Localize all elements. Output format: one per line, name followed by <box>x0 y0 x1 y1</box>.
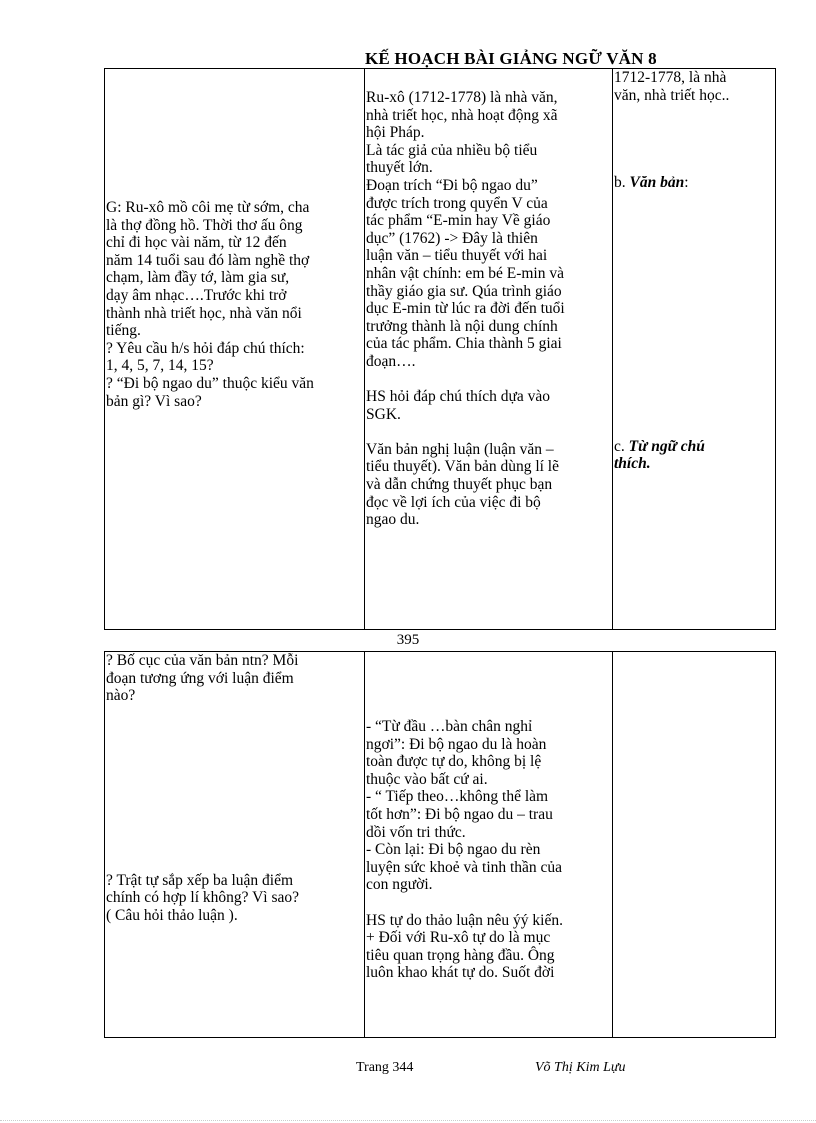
text-line: chỉ đi học vài năm, từ 12 đến <box>106 234 287 252</box>
text-type-answer <box>366 441 611 529</box>
text-line: tốt hơn”: Đi bộ ngao du – trau <box>366 805 553 823</box>
text-line: đoạn tương ứng với luận điểm <box>106 669 294 687</box>
text-line: tiếng. <box>106 322 141 340</box>
text-line: Đoạn trích “Đi bộ ngao du” <box>366 176 538 194</box>
student-activity-cell <box>365 69 613 630</box>
text-line: chạm, làm đầy tớ, làm gia sư, <box>106 269 290 287</box>
lesson-table-top <box>104 68 776 630</box>
text-line: toàn được tự do, không bị lệ <box>366 753 542 771</box>
text-line: là thợ đồng hồ. Thời thơ ấu ông <box>106 216 303 234</box>
text-line: thầy giáo gia sư. Qúa trình giáo <box>366 282 562 300</box>
text-line: Ru-xô (1712-1778) là nhà văn, <box>366 89 558 106</box>
text-line: ? Trật tự sắp xếp ba luận điểm <box>106 871 294 889</box>
teacher-activity-cell <box>105 652 365 1038</box>
discussion-answer <box>366 912 611 982</box>
text-line: luyện sức khoẻ và tinh thần của <box>366 858 563 876</box>
text-line: ? Bố cục của văn bản ntn? Mỗi <box>106 652 299 669</box>
table-row <box>105 69 776 630</box>
text-line: của tác phẩm. Chia thành 5 giai <box>366 335 562 353</box>
page-divider <box>0 1120 816 1121</box>
text-line: được trích trong quyển V của <box>366 194 548 212</box>
lesson-table-bottom <box>104 651 776 1038</box>
text-line: luôn khao khát tự do. Suốt đời <box>366 964 555 982</box>
notes-answer-text <box>366 388 611 423</box>
text-line: ngao du. <box>366 511 420 529</box>
text-line: trưởng thành là nội dung chính <box>366 317 558 335</box>
document-title: KẾ HOẠCH BÀI GIẢNG NGỮ VĂN 8 <box>365 49 657 68</box>
text-line: thuyết lớn. <box>366 159 433 177</box>
text-line: - “ Tiếp theo…không thể làm <box>366 788 549 806</box>
structure-question <box>106 652 363 705</box>
author-work-text <box>366 89 611 371</box>
text-line: HS tự do thảo luận nêu ýý kiến. <box>366 911 563 929</box>
student-activity-cell <box>365 652 613 1038</box>
text-line: nhân vật chính: em bé E-min và <box>366 264 564 282</box>
section-b-label: Văn bản <box>629 174 685 192</box>
text-line: HS hỏi đáp chú thích dựa vào <box>366 388 551 406</box>
text-line: 1, 4, 5, 7, 14, 15? <box>106 357 214 375</box>
text-line: ( Câu hỏi thảo luận ). <box>106 906 238 924</box>
text-line: ? “Đi bộ ngao du” thuộc kiểu văn <box>106 374 314 392</box>
text-line: nhà triết học, nhà hoạt động xã <box>366 106 558 124</box>
text-line: thành nhà triết học, nhà văn nổi <box>106 304 302 322</box>
section-c-prefix: c. <box>614 437 629 455</box>
page-number: 395 <box>396 632 420 648</box>
text-line: tác phẩm “E-min hay Về giáo <box>366 212 551 230</box>
author-summary <box>614 69 774 104</box>
order-question <box>106 872 363 925</box>
text-line: Văn bản nghị luận (luận văn – <box>366 440 554 458</box>
structure-answer <box>366 718 611 894</box>
section-b-heading <box>614 174 774 192</box>
text-line: dạy âm nhạc….Trước khi trở <box>106 286 287 304</box>
text-line: - Còn lại: Đi bộ ngao du rèn <box>366 841 541 859</box>
text-line: và dẫn chứng thuyết phục bạn <box>366 476 553 494</box>
text-line: dục” (1762) -> Đây là thiên <box>366 229 538 247</box>
text-line: bản gì? Vì sao? <box>106 392 202 410</box>
text-line: đọc về lợi ích của việc đi bộ <box>366 493 541 511</box>
content-cell <box>613 69 776 630</box>
text-line: luận văn – tiểu thuyết với hai <box>366 247 548 265</box>
footer-page-number: Trang 344 <box>356 1060 414 1075</box>
section-c-heading <box>614 438 774 456</box>
text-line: chính có hợp lí không? Vì sao? <box>106 889 300 907</box>
footer-author: Võ Thị Kim Lựu <box>535 1060 626 1075</box>
section-b-prefix: b. <box>614 174 630 192</box>
text-line: + Đối với Ru-xô tự do là mục <box>366 929 551 947</box>
teacher-activity-cell <box>105 69 365 630</box>
table-row <box>105 652 776 1038</box>
text-line: Là tác giả của nhiều bộ tiểu <box>366 141 538 159</box>
text-line: dồi vốn tri thức. <box>366 823 466 841</box>
content-cell <box>613 652 776 1038</box>
teacher-activity-text <box>106 199 363 410</box>
text-line: - “Từ đầu …bàn chân nghỉ <box>366 718 533 735</box>
text-line: tiêu quan trọng hàng đầu. Ông <box>366 946 555 964</box>
text-line: năm 14 tuổi sau đó làm nghề thợ <box>106 251 310 269</box>
text-line: hội Pháp. <box>366 124 425 142</box>
text-line: con người. <box>366 876 433 894</box>
text-line: nào? <box>106 687 136 705</box>
section-c-label: Từ ngữ chú <box>628 437 705 455</box>
section-c-label-cont: thích. <box>614 455 651 473</box>
text-line: G: Ru-xô mồ côi mẹ từ sớm, cha <box>106 199 310 216</box>
text-line: ngơi”: Đi bộ ngao du là hoàn <box>366 735 547 753</box>
text-line: thuộc vào bất cứ ai. <box>366 770 488 788</box>
text-line: dục E-min từ lúc ra đời đến tuổi <box>366 300 565 318</box>
text-line: đoạn…. <box>366 352 416 370</box>
text-line: tiểu thuyết). Văn bản dùng lí lẽ <box>366 458 559 476</box>
text-line: 1712-1778, là nhà <box>614 69 727 86</box>
text-line: văn, nhà triết học.. <box>614 86 730 104</box>
text-line: SGK. <box>366 405 401 423</box>
text-line: ? Yêu cầu h/s hỏi đáp chú thích: <box>106 339 305 357</box>
section-b-suffix: : <box>684 174 689 192</box>
